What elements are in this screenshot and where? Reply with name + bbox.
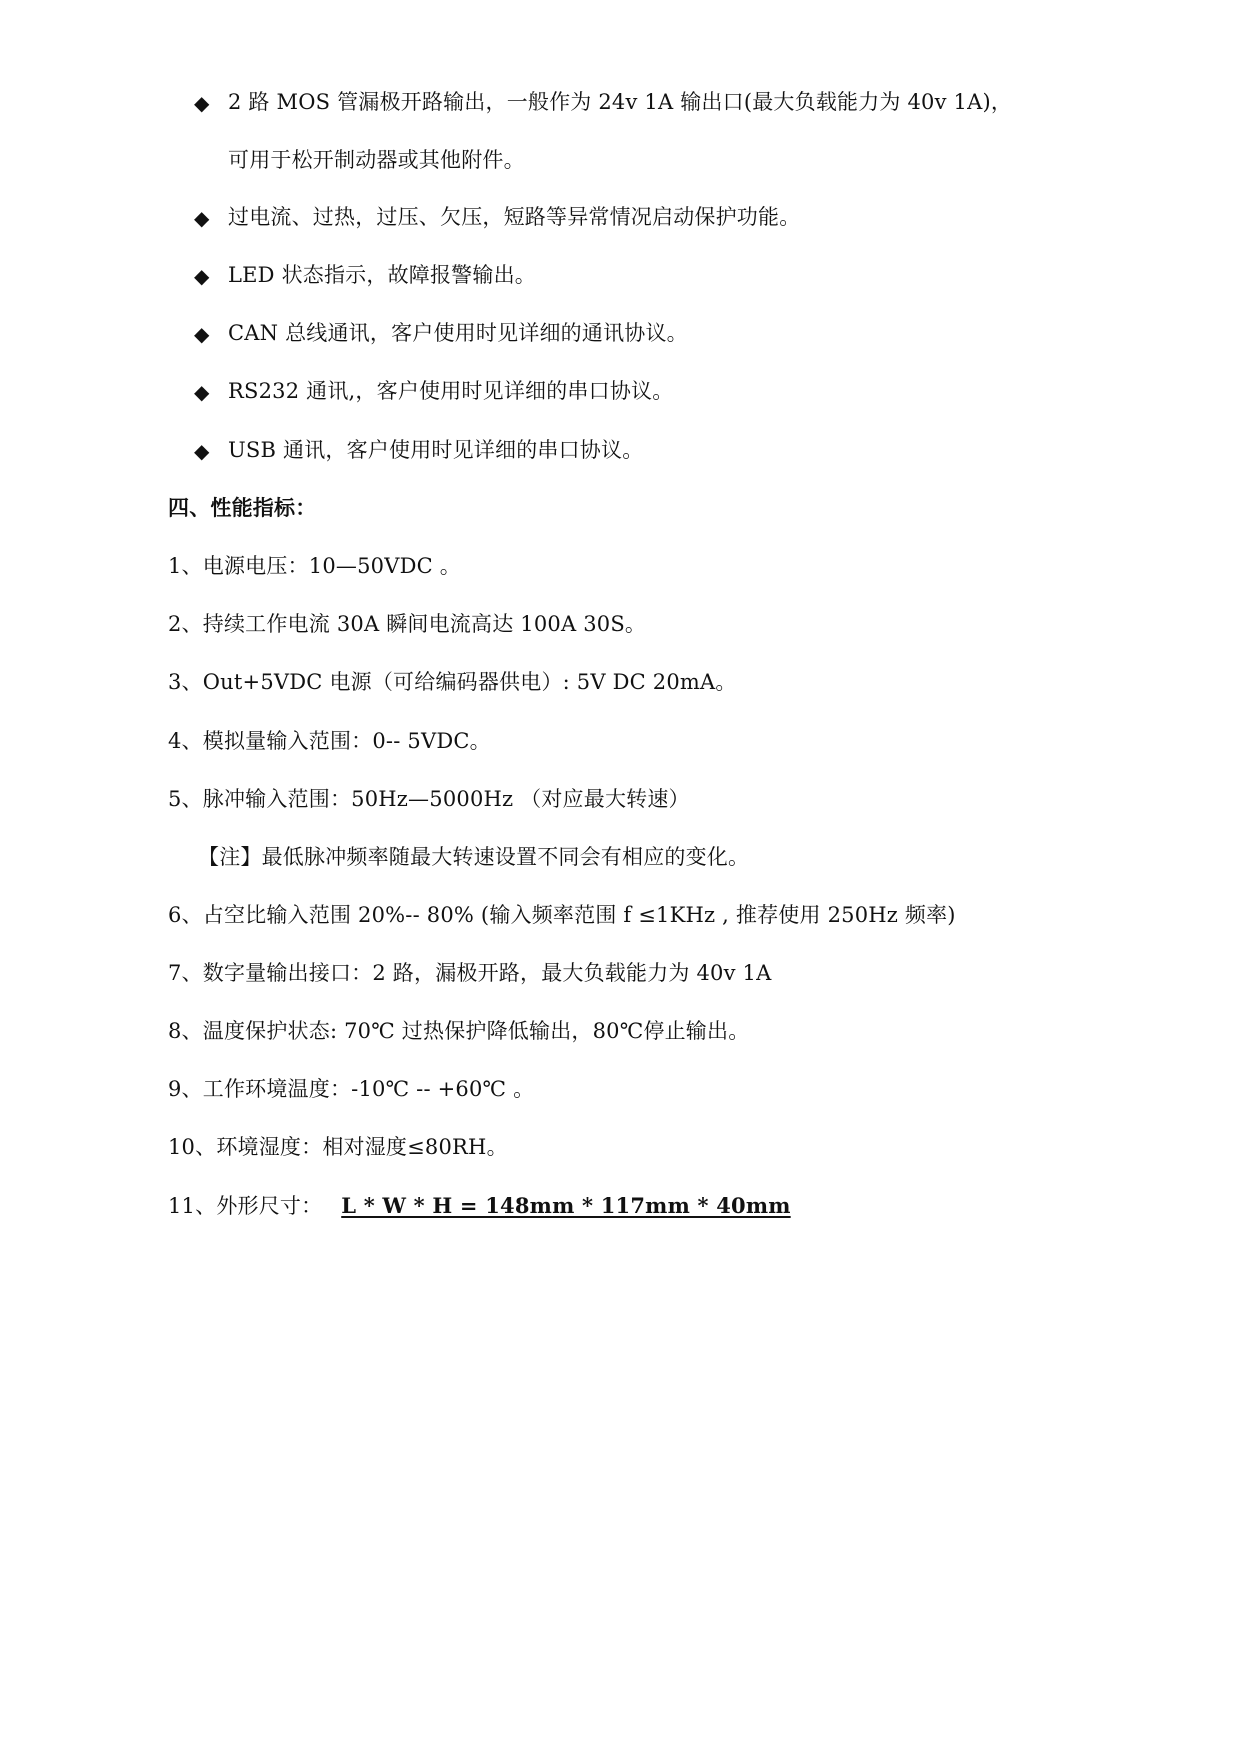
diamond-bullet-icon: ◆: [194, 380, 210, 404]
spec-item-2: 2、持续工作电流 30A 瞬间电流高达 100A 30S。: [168, 612, 647, 636]
diamond-bullet-icon: ◆: [194, 322, 210, 346]
spec-item-8: 8、温度保护状态: 70℃ 过热保护降低输出，80℃停止输出。: [168, 1019, 750, 1043]
spec-note: 【注】最低脉冲频率随最大转速设置不同会有相应的变化。: [198, 845, 750, 869]
feature-item-1-line1: 2 路 MOS 管漏极开路输出，一般作为 24v 1A 输出口(最大负载能力为 40v 1A)，: [228, 90, 1013, 114]
section-heading: 四、性能指标：: [168, 495, 317, 520]
dimensions-value: L * W * H = 148mm * 117mm * 40mm: [341, 1193, 791, 1218]
feature-item-3: LED 状态指示，故障报警输出。: [228, 263, 536, 287]
diamond-bullet-icon: ◆: [194, 264, 210, 288]
dimensions-label: 11、外形尺寸：: [168, 1194, 323, 1218]
feature-item-6: USB 通讯，客户使用时见详细的串口协议。: [228, 438, 644, 462]
feature-item-5: RS232 通讯,，客户使用时见详细的串口协议。: [228, 379, 674, 403]
feature-item-1-line2: 可用于松开制动器或其他附件。: [228, 148, 525, 172]
feature-item-2: 过电流、过热，过压、欠压，短路等异常情况启动保护功能。: [228, 205, 801, 229]
feature-item-4: CAN 总线通讯，客户使用时见详细的通讯协议。: [228, 321, 688, 345]
spec-item-11: [168, 1192, 791, 1220]
diamond-bullet-icon: ◆: [194, 91, 210, 115]
spec-item-10: 10、环境湿度：相对湿度≤80RH。: [168, 1135, 508, 1159]
spec-item-7: 7、数字量输出接口：2 路，漏极开路，最大负载能力为 40v 1A: [168, 961, 772, 985]
diamond-bullet-icon: ◆: [194, 439, 210, 463]
spec-item-3: 3、Out+5VDC 电源（可给编码器供电）: 5V DC 20mA。: [168, 670, 737, 694]
diamond-bullet-icon: ◆: [194, 206, 210, 230]
spec-item-9: 9、工作环境温度：-10℃ -- +60℃ 。: [168, 1077, 535, 1101]
spec-item-5: 5、脉冲输入范围：50Hz—5000Hz （对应最大转速）: [168, 787, 690, 811]
spec-item-4: 4、模拟量输入范围：0-- 5VDC。: [168, 729, 491, 753]
spec-item-1: 1、电源电压：10—50VDC 。: [168, 554, 461, 578]
spec-item-6: 6、占空比输入范围 20%-- 80% (输入频率范围 f ≤1KHz , 推荐使用 250Hz 频率): [168, 903, 956, 927]
